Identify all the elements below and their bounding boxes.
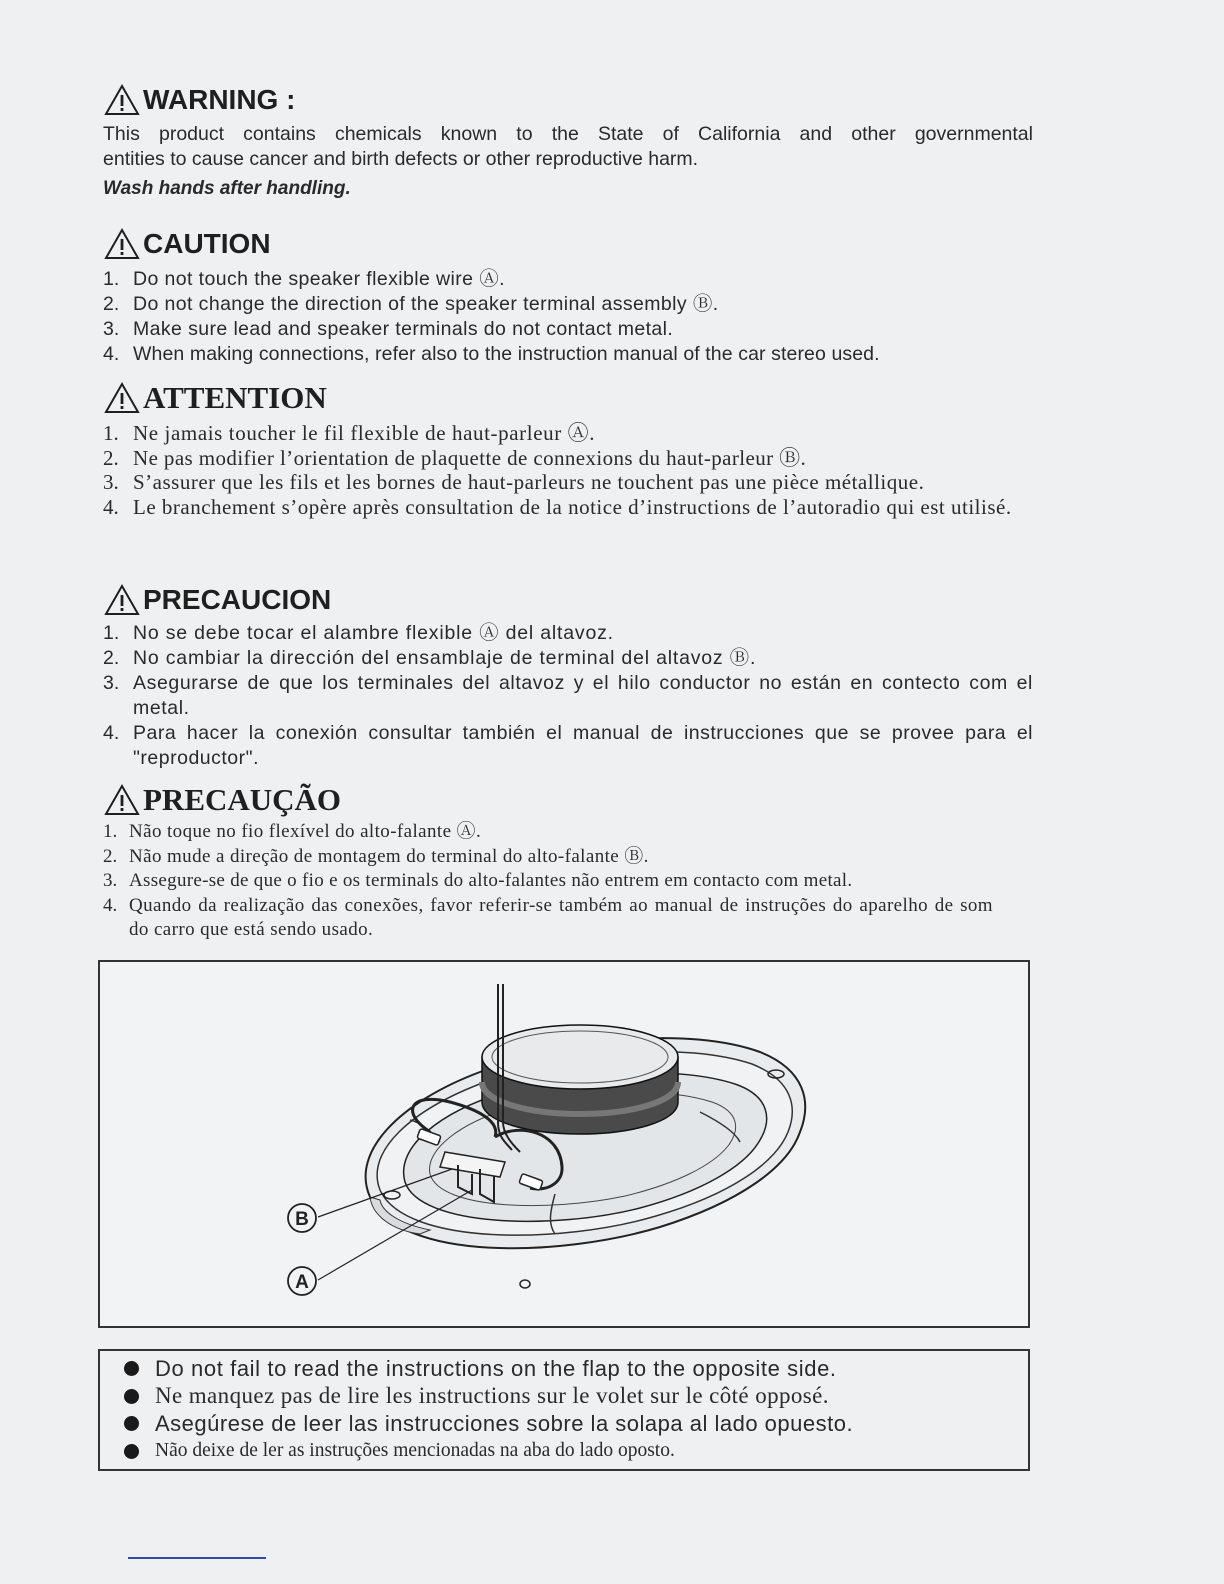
list-item (103, 646, 1033, 671)
list-item (103, 317, 1033, 342)
list-item (103, 267, 1033, 292)
item-number: 1. (103, 821, 118, 842)
note-line (124, 1383, 1028, 1411)
item-text: Quando da realização das conexões, favor referir-se também ao manual de instruções do aparelho de som do carro que está sendo usado. (129, 894, 993, 940)
label-a: A (295, 1272, 309, 1293)
precaucao-title: PRECAUÇÃO (143, 782, 342, 817)
precaucion-title: PRECAUCION (143, 584, 332, 615)
list-item (103, 721, 1033, 771)
list-item (103, 894, 1033, 943)
note-text: Do not fail to read the instructions on the flap to the opposite side. (155, 1355, 837, 1381)
item-number: 2. (103, 293, 120, 315)
warning-triangle-icon (103, 83, 141, 117)
warning-triangle-icon (103, 783, 141, 817)
warning-triangle-icon (103, 381, 141, 415)
precaucao-section (103, 780, 1033, 943)
warning-heading (103, 80, 1033, 120)
list-item (103, 470, 1033, 495)
bullet-icon (124, 1444, 139, 1459)
item-text: Para hacer la conexión consultar también el manual de instrucciones que se provee para el "reproductor". (133, 722, 1033, 769)
item-text: No se debe tocar el alambre flexible Ⓐ del altavoz. (133, 622, 614, 644)
item-text: Não mude a direção de montagem do terminal do alto-falante Ⓑ. (129, 845, 649, 867)
mount-hole (520, 1280, 530, 1288)
note-text: Não deixe de ler as instruções mencionadas na aba do lado oposto. (155, 1440, 675, 1462)
list-item (103, 845, 1033, 870)
note-line (124, 1410, 1028, 1438)
warning-note: Wash hands after handling. (103, 178, 351, 199)
precaucion-list (103, 621, 1033, 771)
item-text: When making connections, refer also to the instruction manual of the car stereo used. (133, 343, 880, 365)
item-text: No cambiar la dirección del ensamblaje de terminal del altavoz Ⓑ. (133, 647, 757, 669)
item-text: Le branchement s’opère après consultation de la notice d’instructions de l’autoradio qui est utilisé. (133, 494, 1012, 519)
item-text: S’assurer que les fils et les bornes de haut-parleurs ne touchent pas une pièce métallique. (133, 470, 925, 494)
attention-list (103, 421, 1033, 519)
precaucion-section (103, 580, 1033, 771)
list-item (103, 495, 1033, 520)
item-number: 1. (103, 268, 120, 290)
speaker-diagram (98, 960, 1030, 1328)
caution-title: CAUTION (143, 228, 271, 259)
caution-section (103, 224, 1033, 367)
warning-text-line-2: entities to cause cancer and birth defects or other reproductive harm. (103, 148, 699, 170)
label-b: B (295, 1209, 309, 1230)
item-number: 3. (103, 318, 120, 340)
caution-list (103, 267, 1033, 367)
note-text: Ne manquez pas de lire les instructions sur le volet sur le côté opposé. (155, 1383, 829, 1409)
item-number: 4. (103, 894, 118, 916)
item-number: 4. (103, 722, 120, 744)
bullet-icon (124, 1416, 139, 1431)
warning-section (103, 80, 1033, 200)
list-item (103, 292, 1033, 317)
precaucao-list (103, 820, 1033, 943)
list-item (103, 869, 1033, 894)
warning-text-line-1: This product contains chemicals known to the State of California and other governmental (103, 123, 1033, 145)
attention-section (103, 378, 1033, 519)
item-text: Asegurarse de que los terminales del altavoz y el hilo conductor no están en contecto com el metal. (133, 672, 1033, 719)
item-text: Do not touch the speaker flexible wire Ⓐ. (133, 268, 505, 290)
item-number: 3. (103, 672, 120, 694)
speaker-illustration (100, 962, 1028, 1326)
bottom-rule (128, 1557, 266, 1559)
list-item (103, 446, 1033, 471)
instruction-notes (98, 1349, 1030, 1471)
item-number: 2. (103, 647, 120, 669)
precaucion-heading (103, 580, 1033, 620)
warning-triangle-icon (103, 227, 141, 261)
item-number: 1. (103, 421, 119, 445)
warning-title: WARNING : (143, 84, 296, 115)
item-number: 3. (103, 870, 118, 891)
note-line (124, 1438, 1028, 1466)
list-item (103, 342, 1033, 367)
item-text: Ne pas modifier l’orientation de plaquette de connexions du haut-parleur Ⓑ. (133, 445, 807, 470)
item-number: 4. (103, 343, 120, 365)
list-item (103, 820, 1033, 845)
item-text: Assegure-se de que o fio e os terminals do alto-falantes não entrem em contacto com metal. (129, 870, 853, 891)
attention-title: ATTENTION (143, 380, 327, 415)
item-text: Do not change the direction of the speaker terminal assembly Ⓑ. (133, 293, 719, 315)
caution-heading (103, 224, 1033, 264)
warning-triangle-icon (103, 583, 141, 617)
item-text: Ne jamais toucher le fil flexible de haut-parleur Ⓐ. (133, 421, 596, 445)
item-number: 3. (103, 470, 119, 494)
note-line (124, 1355, 1028, 1383)
item-text: Não toque no fio flexível do alto-falante Ⓐ. (129, 821, 482, 842)
item-number: 2. (103, 445, 119, 470)
note-text: Asegúrese de leer las instrucciones sobre la solapa al lado opuesto. (155, 1410, 854, 1436)
bullet-icon (124, 1361, 139, 1376)
magnet-top (482, 1025, 678, 1089)
list-item (103, 421, 1033, 446)
item-number: 2. (103, 845, 118, 867)
list-item (103, 621, 1033, 646)
item-number: 4. (103, 494, 119, 519)
bullet-icon (124, 1389, 139, 1404)
list-item (103, 671, 1033, 721)
precaucao-heading (103, 780, 1033, 820)
item-number: 1. (103, 622, 120, 644)
item-text: Make sure lead and speaker terminals do not contact metal. (133, 318, 674, 340)
attention-heading (103, 378, 1033, 418)
